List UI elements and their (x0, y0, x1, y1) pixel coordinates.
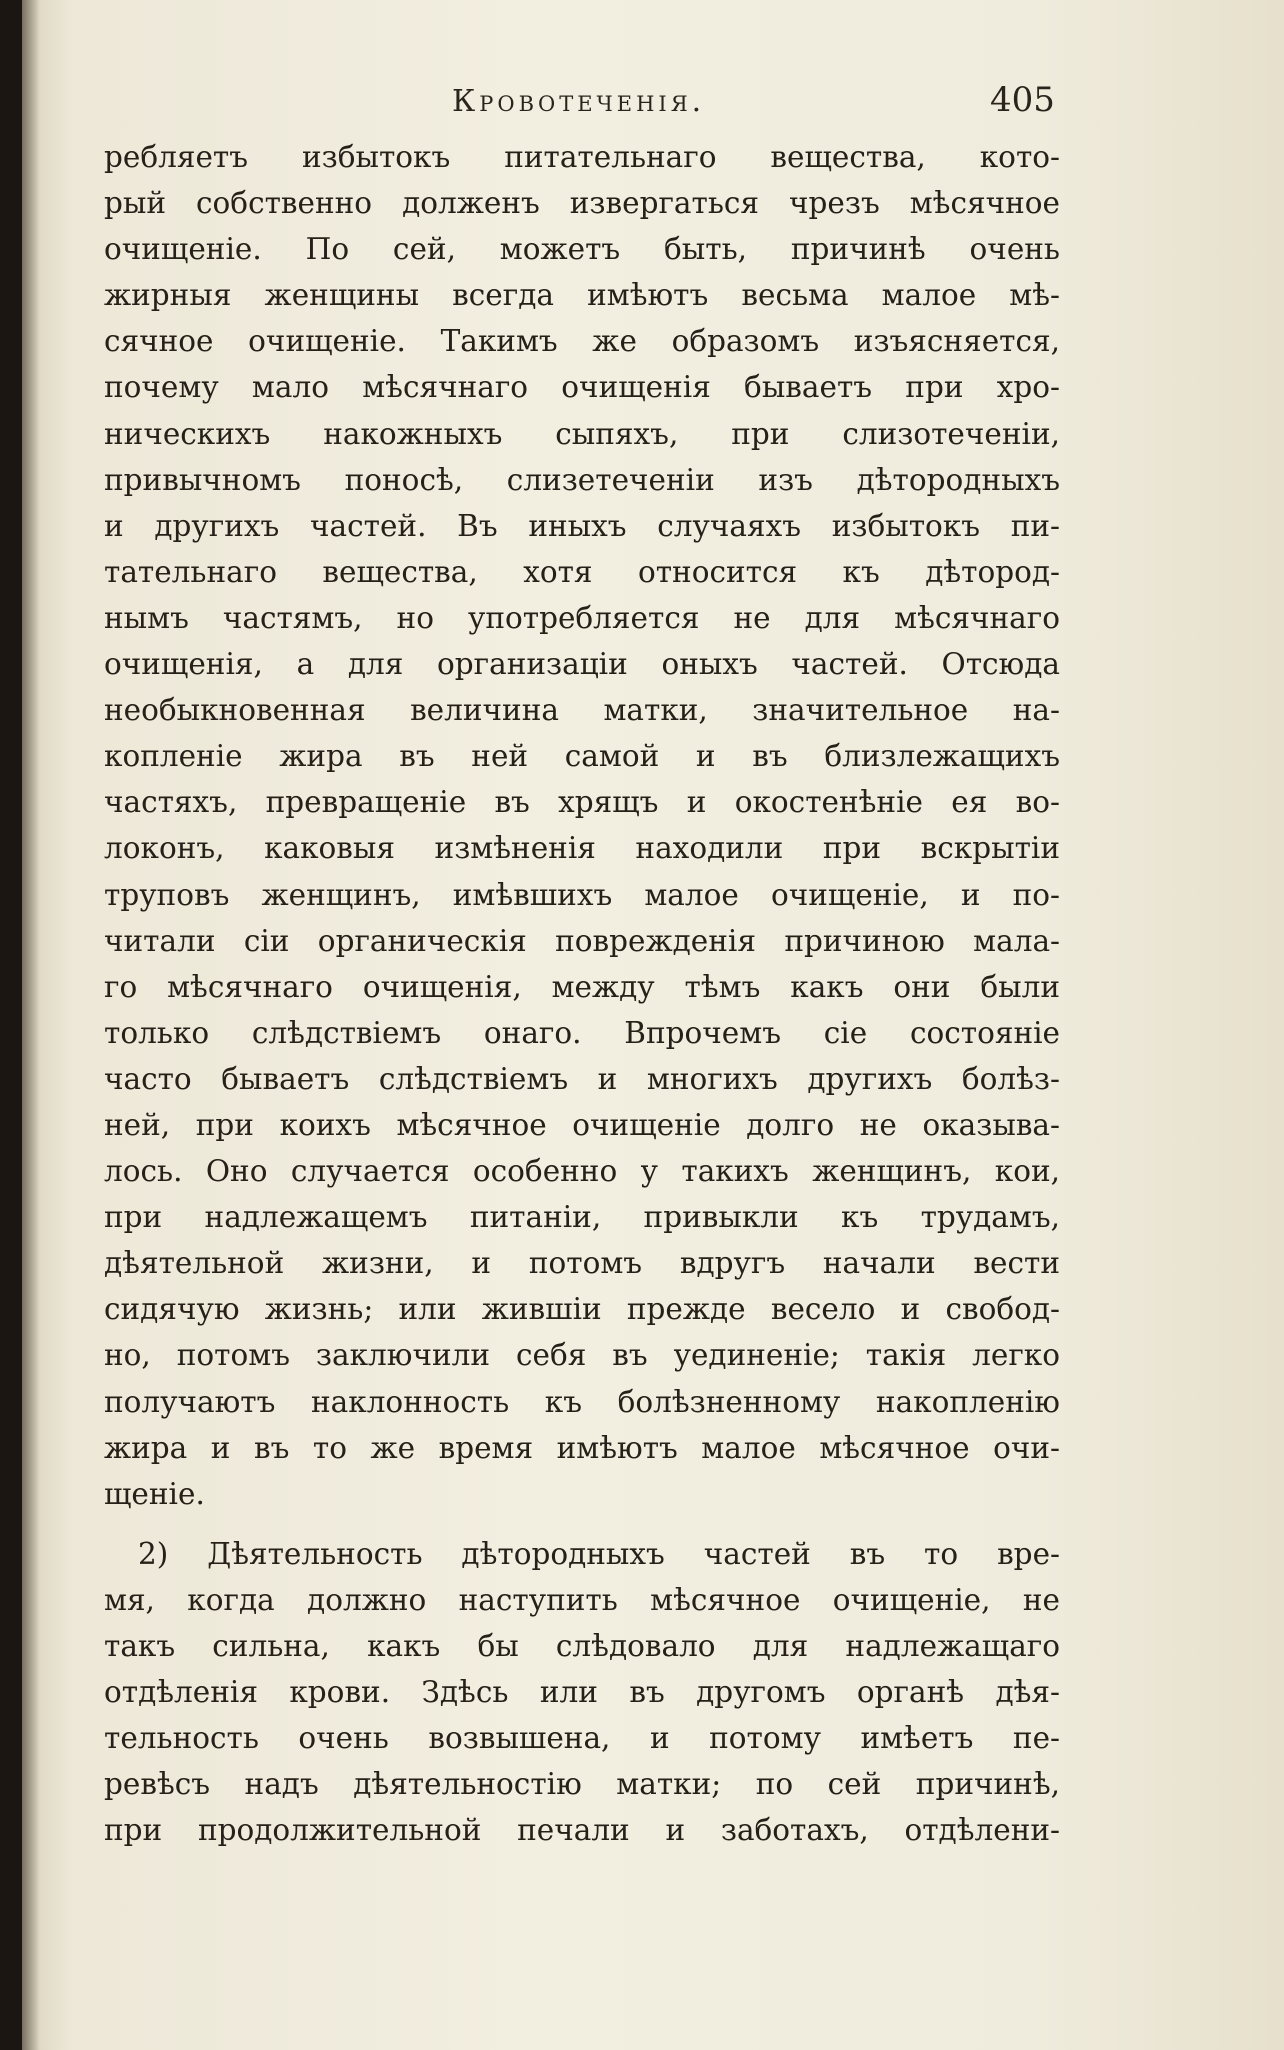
text-line: ней, при коихъ мѣсячное очищеніе долго не оказыва- (104, 1107, 1060, 1142)
text-line: такъ сильна, какъ бы слѣдовало для надлежащаго (104, 1629, 1060, 1663)
text-line: и другихъ частей. Въ иныхъ случаяхъ избытокъ пи- (104, 508, 1060, 543)
text-line: мя, когда должно наступить мѣсячное очищеніе, не (104, 1582, 1060, 1617)
text-line: дѣятельной жизни, и потомъ вдругъ начали вести (104, 1246, 1060, 1281)
text-line: сячное очищеніе. Такимъ же образомъ изъясняется, (104, 324, 1060, 359)
page-number: 405 (990, 80, 1055, 120)
text-line: только слѣдствіемъ онаго. Впрочемъ сіе состояніе (104, 1015, 1060, 1050)
text-line: лось. Оно случается особенно у такихъ женщинъ, кои, (104, 1154, 1060, 1189)
running-title: Кровотеченія. (452, 84, 706, 119)
text-line: при надлежащемъ питаніи, привыкли къ трудамъ, (104, 1200, 1060, 1235)
text-line: часто бываетъ слѣдствіемъ и многихъ другихъ болѣз- (104, 1061, 1060, 1096)
text-line: отдѣленія крови. Здѣсь или въ другомъ органѣ дѣя- (104, 1675, 1060, 1710)
text-line: получаютъ наклонность къ болѣзненному накопленію (104, 1384, 1060, 1419)
text-line: щеніе. (104, 1476, 205, 1511)
paragraph-gap (104, 1517, 1060, 1531)
text-line: 2) Дѣятельность дѣтородныхъ частей въ то вре- (138, 1536, 1060, 1571)
running-head (22, 80, 1284, 130)
text-line: ребляетъ избытокъ питательнаго вещества, кото- (104, 140, 1060, 174)
text-line: труповъ женщинъ, имѣвшихъ малое очищеніе, и по- (104, 877, 1060, 912)
text-line: нымъ частямъ, но употребляется не для мѣсячнаго (104, 600, 1060, 635)
text-line: ническихъ накожныхъ сыпяхъ, при слизотеченіи, (104, 416, 1060, 451)
text-line: сидячую жизнь; или жившіи прежде весело и свобод- (104, 1292, 1060, 1327)
paragraph-2 (104, 1531, 1060, 1854)
text-line: жирныя женщины всегда имѣютъ весьма малое мѣ- (104, 278, 1060, 313)
text-line: привычномъ поносѣ, слизетеченіи изъ дѣтородныхъ (104, 462, 1060, 497)
text-line: необыкновенная величина матки, значительное на- (104, 693, 1060, 728)
text-line: при продолжительной печали и заботахъ, отдѣлени- (104, 1813, 1060, 1848)
text-line: копленіе жира въ ней самой и въ близлежащихъ (104, 739, 1060, 774)
text-line: рый собственно долженъ извергаться чрезъ мѣсячное (104, 186, 1060, 221)
text-line: но, потомъ заключили себя въ уединеніе; такія легко (104, 1338, 1060, 1373)
text-line: жира и въ то же время имѣютъ малое мѣсячное очи- (104, 1430, 1060, 1465)
text-line: читали сіи органическія поврежденія причиною мала- (104, 923, 1060, 958)
text-line: почему мало мѣсячнаго очищенія бываетъ при хро- (104, 370, 1060, 405)
text-line: тательнаго вещества, хотя относится къ дѣтород- (104, 554, 1060, 589)
paragraph-1 (104, 134, 1060, 1517)
text-line: очищеніе. По сей, можетъ быть, причинѣ очень (104, 232, 1060, 267)
text-line: очищенія, а для организаціи оныхъ частей. Отсюда (104, 647, 1060, 682)
book-page (22, 0, 1284, 2050)
text-line: локонъ, каковыя измѣненія находили при вскрытіи (104, 831, 1060, 866)
page-binding-shadow (22, 0, 40, 2050)
text-line: го мѣсячнаго очищенія, между тѣмъ какъ они были (104, 969, 1060, 1004)
text-line: тельность очень возвышена, и потому имѣетъ пе- (104, 1721, 1060, 1756)
body-text (104, 134, 1060, 1853)
text-line: частяхъ, превращеніе въ хрящъ и окостенѣніе ея во- (104, 785, 1060, 820)
text-line: ревѣсъ надъ дѣятельностію матки; по сей причинѣ, (104, 1767, 1060, 1802)
